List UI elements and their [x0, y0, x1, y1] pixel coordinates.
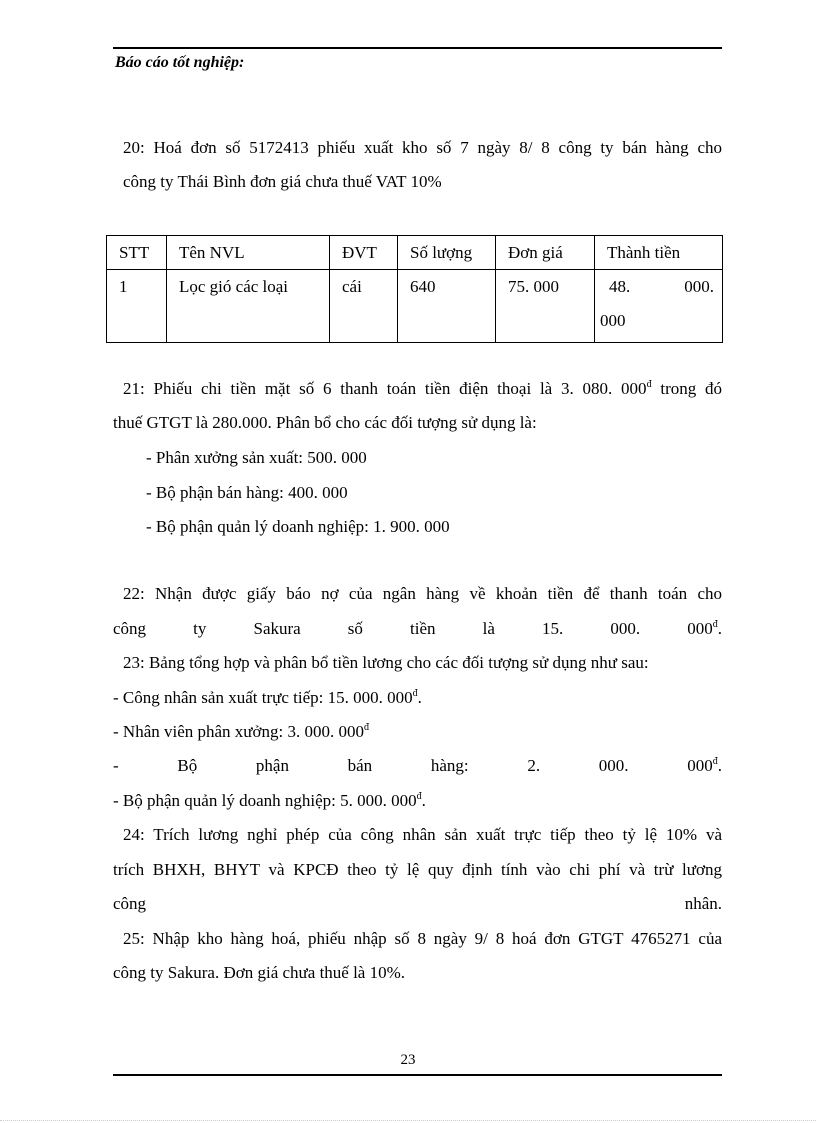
- item-21-line1: 21: Phiếu chi tiền mặt số 6 thanh toán tiền điện thoại là 3. 080. $000^đ$ trong đó: [123, 379, 723, 398]
- table-row: [107, 270, 723, 343]
- amount-part-2: 000.: [684, 277, 714, 296]
- col-stt: STT: [107, 236, 167, 270]
- cell-dvt: cái: [330, 270, 398, 343]
- table-header-row: [107, 236, 723, 270]
- item-23-workshop: - Nhân viên phân xưởng: 3. 000. $000^đ$: [113, 722, 369, 741]
- col-ten-nvl: Tên NVL: [167, 236, 330, 270]
- item-23-sales: - Bộ phận bán hàng: 2. 000. $000^đ$.: [113, 756, 722, 775]
- item-23-line1: 23: Bảng tổng hợp và phân bổ tiền lương cho các đối tượng sử dụng như sau:: [123, 653, 649, 672]
- col-so-luong: Số lượng: [398, 236, 496, 270]
- item-23-worker: - Công nhân sản xuất trực tiếp: 15. 000. $000^đ$.: [113, 688, 422, 707]
- item-25-line2: công ty Sakura. Đơn giá chưa thuế là 10%.: [113, 963, 406, 982]
- amount-part-1: 48.: [609, 277, 631, 296]
- materials-table: [106, 235, 723, 343]
- item-22-line1: 22: Nhận được giấy báo nợ của ngân hàng về khoản tiền để thanh toán cho: [123, 584, 722, 603]
- col-dvt: ĐVT: [330, 236, 398, 270]
- list-item: - Phân xưởng sản xuất: 500. 000: [146, 448, 367, 467]
- cell-ten-nvl: Lọc gió các loại: [167, 270, 330, 343]
- cell-stt: 1: [107, 270, 167, 343]
- list-item: - Bộ phận quản lý doanh nghiệp: 1. 900. 000: [146, 517, 450, 536]
- list-item: - Bộ phận bán hàng: 400. 000: [146, 483, 348, 502]
- col-don-gia: Đơn giá: [496, 236, 595, 270]
- item-20-line2: công ty Thái Bình đơn giá chưa thuế VAT 10%: [123, 172, 442, 191]
- item-22-line2: công ty Sakura số tiền là 15. 000. $000^đ$.: [113, 619, 722, 638]
- page-edge-divider: [0, 1120, 816, 1121]
- cell-thanh-tien: [595, 270, 723, 343]
- header-rule: [113, 47, 722, 49]
- cell-so-luong: 640: [398, 270, 496, 343]
- page-number: 23: [400, 1052, 416, 1068]
- footer-rule: [113, 1074, 722, 1076]
- amount-part-3: 000: [600, 311, 626, 330]
- item-24-line3: công nhân.: [113, 894, 722, 913]
- item-25-line1: 25: Nhập kho hàng hoá, phiếu nhập số 8 ngày 9/ 8 hoá đơn GTGT 4765271 của: [123, 929, 722, 948]
- report-header: Báo cáo tốt nghiệp:: [115, 54, 245, 71]
- item-24-line2: trích BHXH, BHYT và KPCĐ theo tỷ lệ quy định tính vào chi phí và trừ lương: [113, 860, 722, 879]
- item-23-management: - Bộ phận quản lý doanh nghiệp: 5. 000. $000^đ$.: [113, 791, 426, 810]
- item-21-line2: thuế GTGT là 280.000. Phân bổ cho các đối tượng sử dụng là:: [113, 413, 537, 432]
- cell-don-gia: 75. 000: [496, 270, 595, 343]
- item-20-line1: 20: Hoá đơn số 5172413 phiếu xuất kho số 7 ngày 8/ 8 công ty bán hàng cho: [123, 138, 722, 157]
- item-24-line1: 24: Trích lương nghỉ phép của công nhân sản xuất trực tiếp theo tỷ lệ 10% và: [123, 825, 722, 844]
- col-thanh-tien: Thành tiền: [595, 236, 723, 270]
